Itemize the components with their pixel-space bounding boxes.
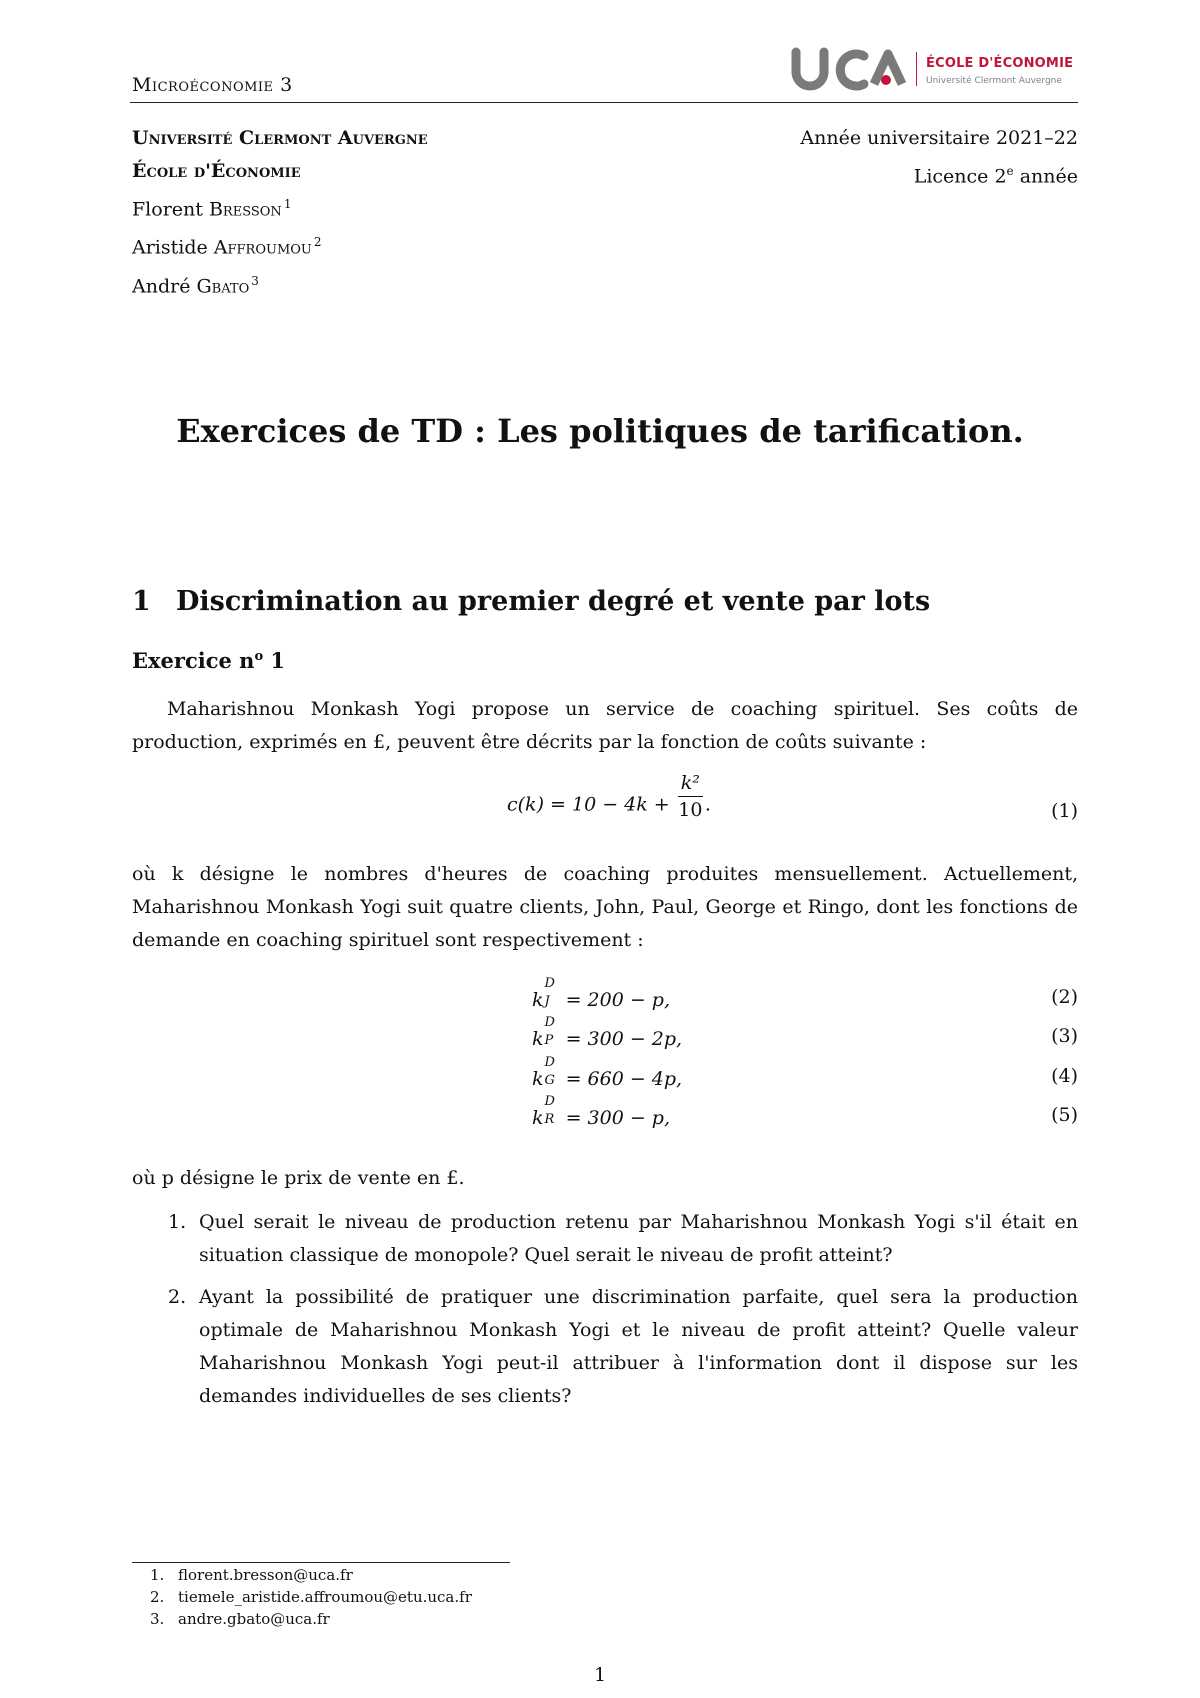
academic-year: Année universitaire 2021–22 [800, 127, 1078, 149]
equation-5 [132, 1094, 1078, 1140]
question-number: 1. [168, 1211, 187, 1233]
author-last-name: Bresson [208, 198, 282, 221]
equation-3 [132, 1015, 1078, 1061]
price-paragraph: où p désigne le prix de vente en £. [132, 1167, 465, 1189]
intro-paragraph: Maharishnou Monkash Yogi propose un service de coaching spirituel. Ses coûts de production, exprimés en £, peuvent être décrits par la fonction de coûts suivante : [132, 698, 1078, 753]
page-number: 1 [593, 1664, 607, 1686]
document-title: Exercices de TD : Les politiques de tarification. [176, 412, 1024, 450]
university-name: Université Clermont Auvergne [132, 127, 428, 149]
author-last-name: Gbato [196, 274, 250, 297]
equation-body: k D P = 300 − 2p, [532, 1015, 683, 1050]
author [132, 226, 428, 264]
author [132, 265, 428, 303]
clients-paragraph: où k désigne le nombres d'heures de coaching produites mensuellement. Actuellement, Maharishnou Monkash Yogi suit quatre clients, John, Paul, George et Ringo, dont les fonctions de demande en coaching spirituel sont respectivement : [132, 863, 1078, 951]
equation-body: c(k) = 10 − 4k + $\frac{\text{k²}}{10}$ . [507, 772, 711, 821]
affiliation-block [132, 122, 428, 303]
footnote-marker[interactable]: 2 [313, 235, 322, 250]
running-head-course: Microéconomie 3 [132, 74, 293, 96]
logo-separator [916, 52, 917, 86]
footnote-email-link[interactable]: florent.bresson@uca.fr [178, 1566, 353, 1584]
footnote-marker[interactable]: 1 [283, 197, 292, 211]
course-info [800, 122, 1078, 193]
footnote: 2. tiemele_aristide.affroumou@etu.uca.fr [150, 1588, 472, 1606]
footnote-rule [132, 1562, 510, 1563]
equation-4 [132, 1055, 1078, 1101]
author-first-name: André [132, 274, 191, 297]
uca-logo-mark-icon [790, 44, 906, 92]
equation-number: (5) [1051, 1104, 1078, 1126]
equation-body: k D R = 300 − p, [532, 1094, 670, 1129]
author [132, 188, 428, 226]
author-first-name: Aristide [132, 236, 208, 259]
footnote: 1. florent.bresson@uca.fr [150, 1566, 353, 1584]
question-item [132, 1206, 1078, 1272]
question-text: Ayant la possibilité de pratiquer une discrimination parfaite, quel sera la production optimale de Maharishnou Monkash Yogi et le niveau de profit atteint? Quelle valeur Maharishnou Monkash Yogi peut-il attribuer à l'information dont il dispose sur les demandes individuelles de ses clients? [199, 1286, 1078, 1407]
footnotes [150, 1564, 472, 1630]
author-last-name: Affroumou [213, 236, 312, 259]
header-rule [130, 102, 1078, 103]
exercise-heading: Exercice $n^o$ 1 [132, 648, 286, 673]
logo-school-name: ÉCOLE D'ÉCONOMIE [926, 56, 1074, 71]
equation-2 [132, 976, 1078, 1022]
section-heading [132, 586, 930, 617]
author-first-name: Florent [132, 198, 203, 221]
school-name: École d'Économie [132, 160, 301, 182]
logo-university-name: Université Clermont Auvergne [926, 76, 1062, 86]
equation-body: k D J = 200 − p, [532, 976, 670, 1011]
equation-number: (3) [1051, 1025, 1078, 1047]
footnote-email-link[interactable]: andre.gbato@uca.fr [178, 1610, 330, 1628]
equation-1 [132, 772, 1078, 832]
course-level: Licence 2e année [913, 164, 1078, 188]
equation-body: k D G = 660 − 4p, [532, 1055, 683, 1090]
section-title: Discrimination au premier degré et vente par lots [176, 586, 931, 617]
footnote-email-link[interactable]: tiemele_aristide.affroumou@etu.uca.fr [178, 1588, 472, 1606]
section-number: 1 [132, 586, 151, 617]
uca-logo [790, 44, 1090, 94]
equation-number: (2) [1051, 986, 1078, 1008]
footnote-marker[interactable]: 3 [251, 273, 259, 288]
equation-number: (1) [1051, 800, 1078, 822]
question-item [132, 1281, 1078, 1413]
question-number: 2. [168, 1286, 187, 1308]
equation-number: (4) [1051, 1065, 1078, 1087]
question-list [132, 1206, 1078, 1422]
question-text: Quel serait le niveau de production retenu par Maharishnou Monkash Yogi s'il était en situation classique de monopole? Quel serait le niveau de profit atteint? [199, 1211, 1078, 1266]
footnote: 3. andre.gbato@uca.fr [150, 1610, 330, 1628]
